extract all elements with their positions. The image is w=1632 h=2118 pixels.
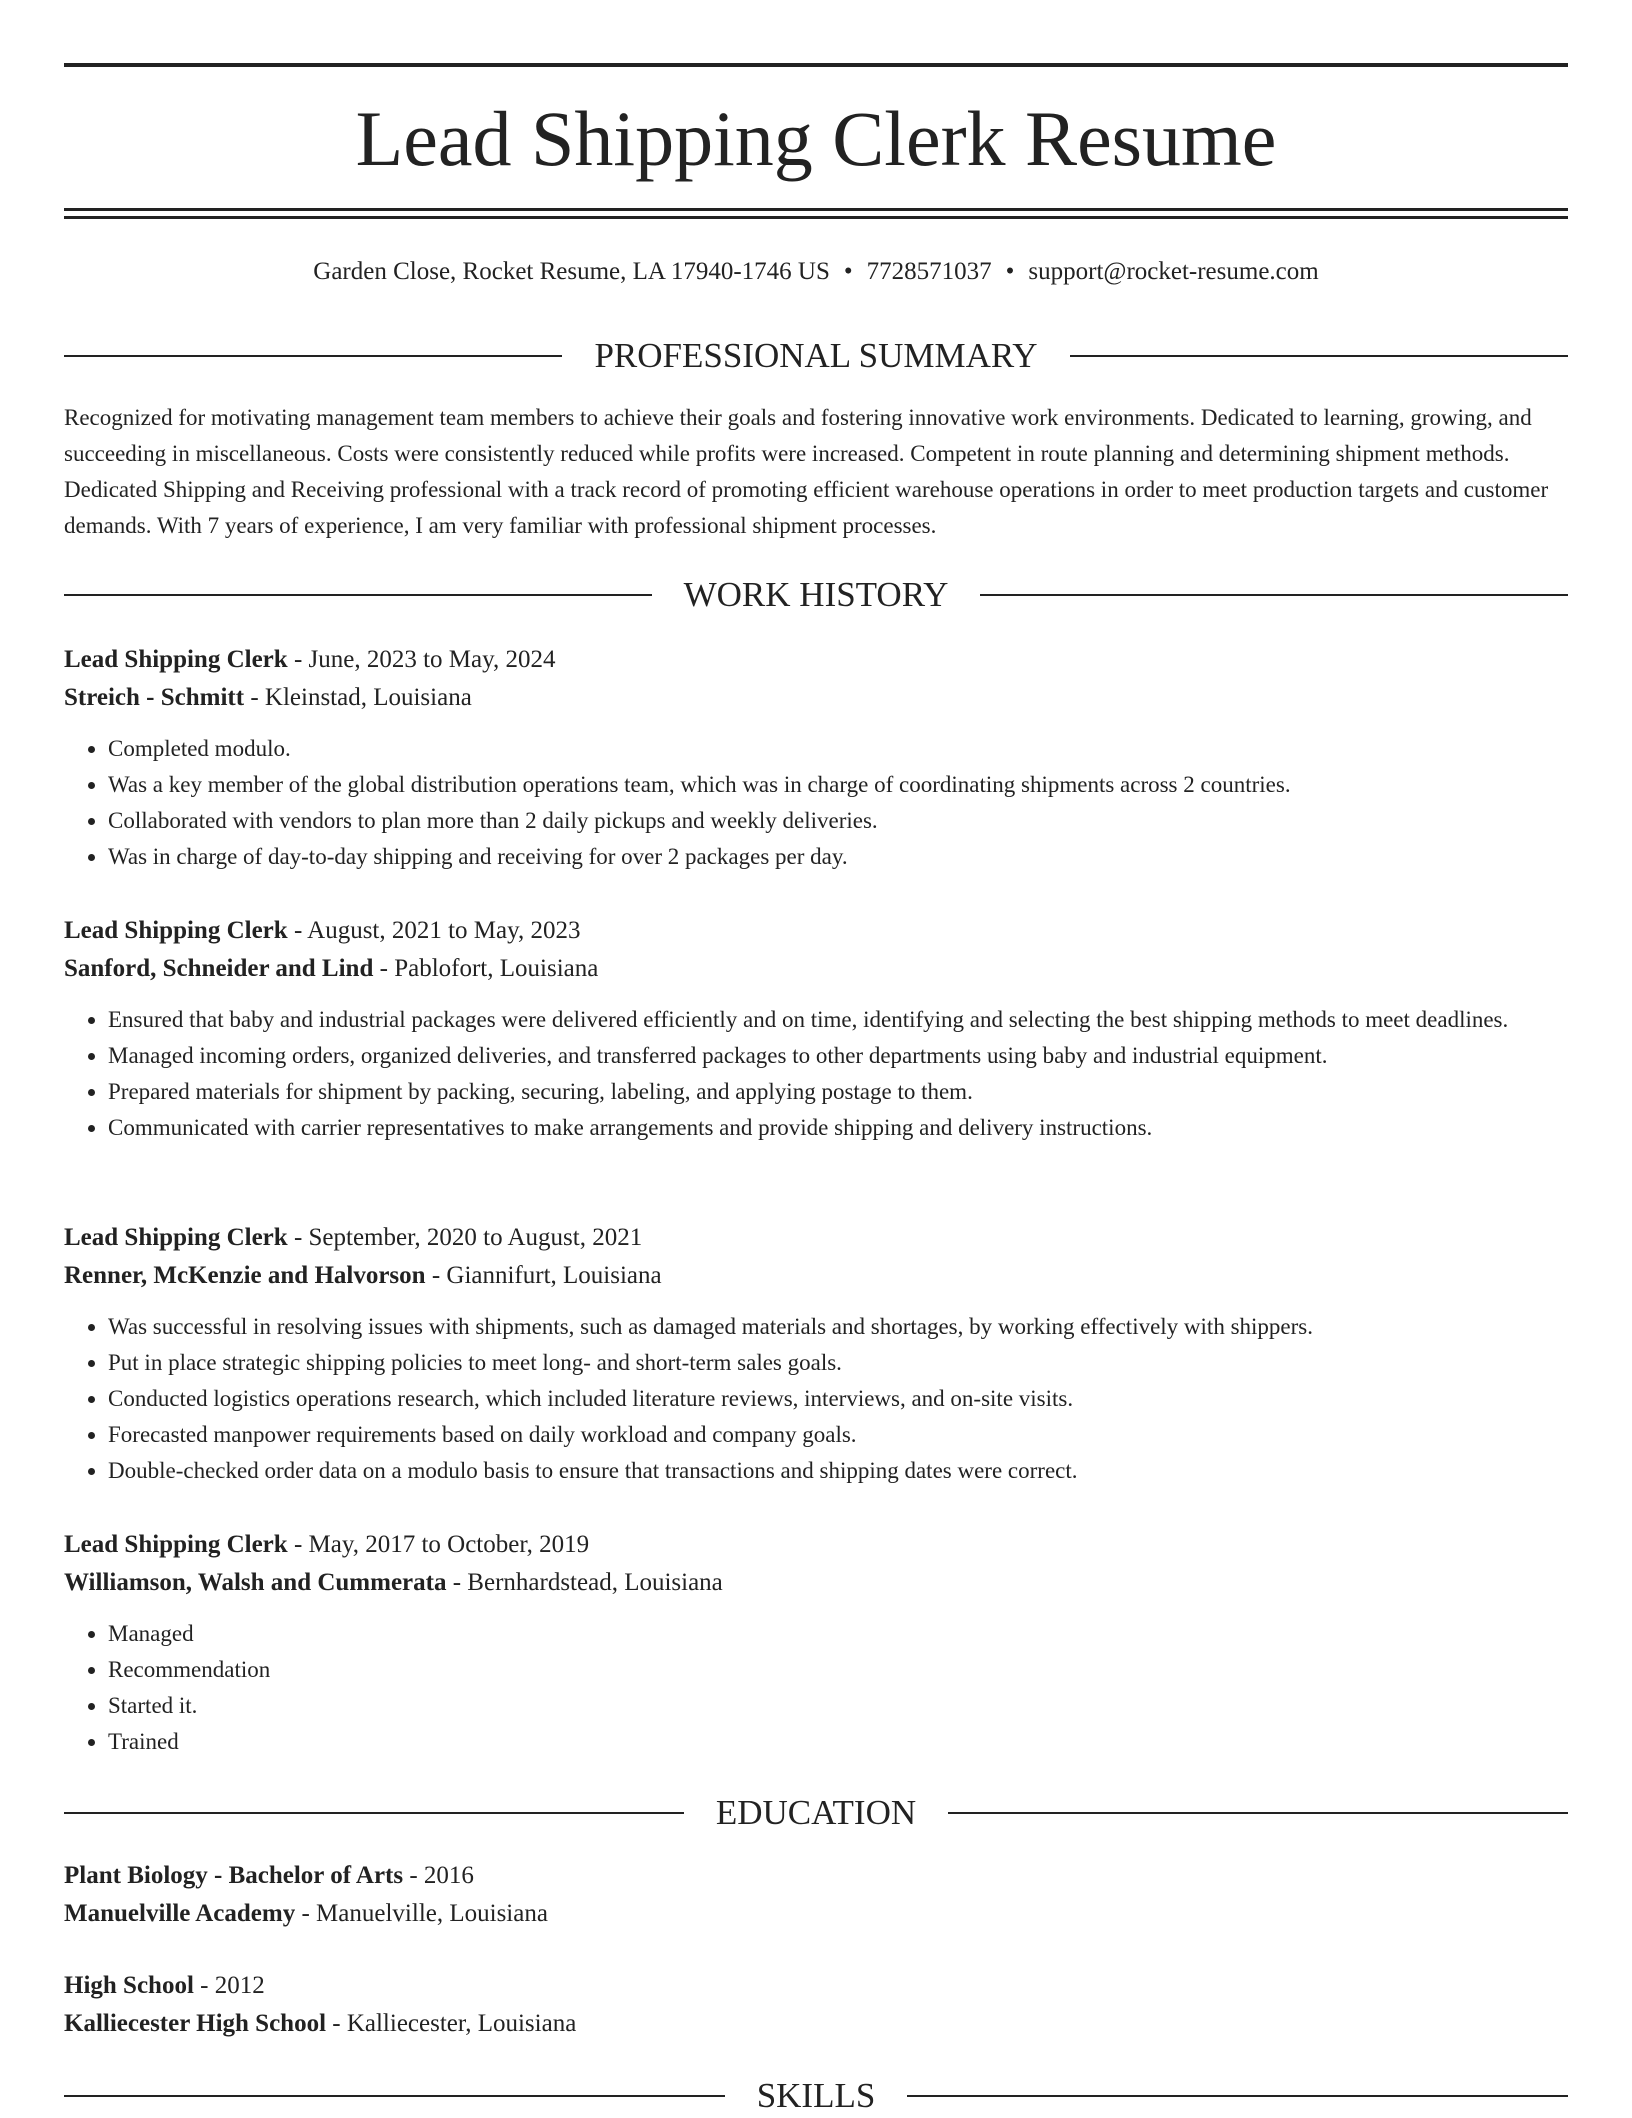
education-entry — [64, 1857, 1568, 1933]
job-dates: - May, 2017 to October, 2019 — [287, 1531, 590, 1558]
job-location: - Giannifurt, Louisiana — [425, 1262, 662, 1289]
education-school: Kalliecester High School — [64, 2010, 327, 2037]
job-bullet: • Was a key member of the global distribution operations team, which was in charge of coordinating shipments across 2 countries. — [108, 767, 1568, 803]
job-entry — [64, 1219, 1568, 1489]
job-location: - Pablofort, Louisiana — [373, 955, 599, 982]
job-bullet: • Recommendation — [108, 1652, 1568, 1688]
job-title: Lead Shipping Clerk — [64, 1224, 288, 1251]
job-bullet: • Completed modulo. — [108, 731, 1568, 767]
job-entry — [64, 1526, 1568, 1760]
section-rule — [948, 1812, 1568, 1814]
section-rule — [64, 2095, 725, 2097]
job-dates: - September, 2020 to August, 2021 — [287, 1224, 643, 1251]
section-header-summary — [64, 334, 1568, 378]
title-divider-upper — [64, 208, 1568, 211]
job-location: - Kleinstad, Louisiana — [244, 684, 472, 711]
top-divider — [64, 63, 1568, 67]
contact-line — [64, 256, 1568, 288]
summary-text: Recognized for motivating management team members to achieve their goals and fostering innovative work environments. Dedicated to learning, growing, and succeeding in miscellaneous. Costs were consistently reduced while profits were increased. Competent in route planning and determining shipment methods. Dedicated Shipping and Receiving professional with a track record of promoting efficient warehouse operations in order to meet production targets and customer demands. With 7 years of experience, I am very familiar with professional shipment processes. — [64, 405, 1549, 538]
contact-separator: • — [1005, 258, 1015, 285]
job-bullet: • Forecasted manpower requirements based on daily workload and company goals. — [108, 1417, 1568, 1453]
education-school: Manuelville Academy — [64, 1900, 296, 1927]
job-dates: - June, 2023 to May, 2024 — [287, 646, 556, 673]
job-entry — [64, 912, 1568, 1146]
job-company: Streich - Schmitt — [64, 684, 245, 711]
job-bullet: • Double-checked order data on a modulo basis to ensure that transactions and shipping dates were correct. — [108, 1453, 1568, 1489]
job-location: - Bernhardstead, Louisiana — [446, 1569, 723, 1596]
education-location: - Kalliecester, Louisiana — [326, 2010, 577, 2037]
job-company: Sanford, Schneider and Lind — [64, 955, 374, 982]
job-bullets — [64, 1002, 1568, 1146]
section-title: PROFESSIONAL SUMMARY — [594, 336, 1038, 375]
education-entry — [64, 1967, 1568, 2043]
section-rule — [64, 594, 652, 596]
job-bullet: • Conducted logistics operations research, which included literature reviews, interviews, and on-site visits. — [108, 1381, 1568, 1417]
job-bullet: • Trained — [108, 1724, 1568, 1760]
job-bullet: • Put in place strategic shipping policies to meet long- and short-term sales goals. — [108, 1345, 1568, 1381]
education-year: - 2012 — [193, 1972, 265, 1999]
contact-address: Garden Close, Rocket Resume, LA 17940-1746 US — [313, 258, 830, 285]
job-bullets — [64, 731, 1568, 875]
job-bullets — [64, 1309, 1568, 1489]
contact-separator: • — [843, 258, 853, 285]
job-title: Lead Shipping Clerk — [64, 646, 288, 673]
job-title: Lead Shipping Clerk — [64, 917, 288, 944]
section-rule — [64, 355, 562, 357]
section-title: SKILLS — [756, 2076, 876, 2115]
section-rule — [1070, 355, 1568, 357]
section-title: EDUCATION — [715, 1793, 917, 1832]
job-bullet: • Was in charge of day-to-day shipping and receiving for over 2 packages per day. — [108, 839, 1568, 875]
education-location: - Manuelville, Louisiana — [295, 1900, 548, 1927]
job-bullet: • Started it. — [108, 1688, 1568, 1724]
job-bullet: • Prepared materials for shipment by packing, securing, labeling, and applying postage to them. — [108, 1074, 1568, 1110]
job-bullet: • Collaborated with vendors to plan more than 2 daily pickups and weekly deliveries. — [108, 803, 1568, 839]
section-rule — [907, 2095, 1568, 2097]
job-title: Lead Shipping Clerk — [64, 1531, 288, 1558]
section-header-work-history — [64, 573, 1568, 617]
education-degree: Plant Biology - Bachelor of Arts — [64, 1862, 404, 1889]
title-divider-lower — [64, 216, 1568, 219]
section-rule — [980, 594, 1568, 596]
section-header-education — [64, 1791, 1568, 1835]
section-title: WORK HISTORY — [683, 575, 949, 614]
education-degree: High School — [64, 1972, 194, 1999]
job-dates: - August, 2021 to May, 2023 — [287, 917, 581, 944]
job-bullets — [64, 1616, 1568, 1760]
resume-title: Lead Shipping Clerk Resume — [355, 95, 1277, 182]
contact-email: support@rocket-resume.com — [1028, 258, 1319, 285]
job-bullet: • Was successful in resolving issues with shipments, such as damaged materials and shortages, by working effectively with shippers. — [108, 1309, 1568, 1345]
job-company: Williamson, Walsh and Cummerata — [64, 1569, 447, 1596]
job-bullet: • Managed incoming orders, organized deliveries, and transferred packages to other departments using baby and industrial equipment. — [108, 1038, 1568, 1074]
job-bullet: • Communicated with carrier representatives to make arrangements and provide shipping and delivery instructions. — [108, 1110, 1568, 1146]
section-header-skills — [64, 2074, 1568, 2118]
contact-phone: 7728571037 — [866, 258, 992, 285]
education-year: - 2016 — [403, 1862, 474, 1889]
section-rule — [64, 1812, 684, 1814]
job-bullet: • Managed — [108, 1616, 1568, 1652]
job-company: Renner, McKenzie and Halvorson — [64, 1262, 426, 1289]
job-entry — [64, 641, 1568, 875]
job-bullet: • Ensured that baby and industrial packages were delivered efficiently and on time, identifying and selecting the best shipping methods to meet deadlines. — [108, 1002, 1568, 1038]
